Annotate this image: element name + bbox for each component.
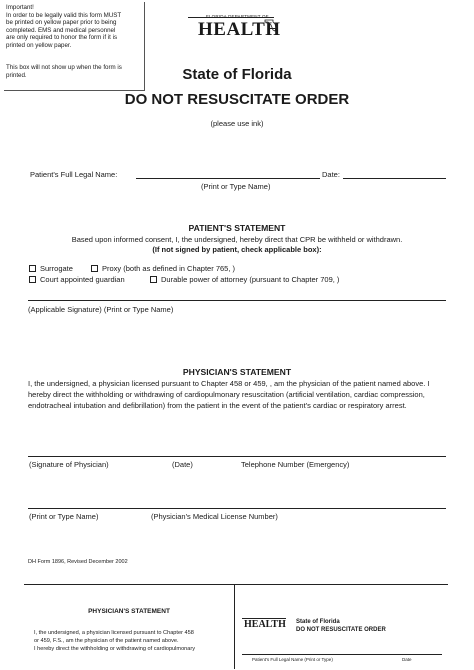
notice-box-note: This box will not show up when the form is printed. <box>6 64 122 79</box>
ink-note: (please use ink) <box>210 119 264 128</box>
wallet-date-caption: Date <box>402 657 412 662</box>
wallet-state-title: State of Florida <box>296 619 340 625</box>
state-title: State of Florida <box>182 66 292 83</box>
poa-checkbox[interactable] <box>150 276 157 283</box>
wallet-logo-word: HEALTH <box>244 619 286 630</box>
physician-print-caption: (Print or Type Name) <box>29 512 99 521</box>
form-title: DO NOT RESUSCITATE ORDER <box>124 91 350 108</box>
emergency-phone-caption: Telephone Number (Emergency) <box>241 460 350 469</box>
wallet-name-field[interactable] <box>242 654 442 655</box>
physician-signature-field[interactable] <box>28 456 446 457</box>
poa-label: Durable power of attorney (pursuant to Chapter 709, ) <box>161 275 340 284</box>
surrogate-checkbox[interactable] <box>29 265 36 272</box>
guardian-checkbox[interactable] <box>29 276 36 283</box>
patient-name-label: Patient's Full Legal Name: <box>30 170 118 179</box>
important-notice: Important! In order to be legally valid this form MUST be printed on yellow paper prior to being completed. EMS and medical personnel are only required to honor the form if it is printed on yellow paper. <box>6 4 122 49</box>
wallet-card-divider <box>234 584 235 669</box>
date-label: Date: <box>322 170 340 179</box>
proxy-option[interactable] <box>91 264 235 273</box>
applicable-signature-field[interactable] <box>28 300 446 301</box>
logo-word: HEALTH <box>198 19 281 40</box>
physician-signature-caption: (Signature of Physician) <box>29 460 109 469</box>
wallet-physician-heading: PHYSICIAN'S STATEMENT <box>88 608 170 615</box>
wallet-physician-text: I, the undersigned, a physician licensed pursuant to Chapter 458 or 459, F.S., am the physician of the patient named above. I hereby direct the withholding or withdrawing of cardiopulmonary <box>34 630 196 652</box>
physician-statement-heading: PHYSICIAN'S STATEMENT <box>182 367 292 377</box>
patient-statement-text: Based upon informed consent, I, the undersigned, hereby direct that CPR be withheld or withdrawn. <box>71 235 403 244</box>
applicable-signature-caption: (Applicable Signature) (Print or Type Name) <box>28 305 174 314</box>
poa-option[interactable] <box>150 275 339 284</box>
surrogate-option[interactable] <box>29 264 73 273</box>
patient-statement-heading: PATIENT'S STATEMENT <box>188 223 286 233</box>
physician-print-field[interactable] <box>28 508 446 509</box>
surrogate-label: Surrogate <box>40 264 73 273</box>
logo-dept-text: FLORIDA DEPARTMENT OF <box>206 14 269 19</box>
wallet-health-logo <box>242 616 288 632</box>
guardian-option[interactable] <box>29 275 125 284</box>
guardian-label: Court appointed guardian <box>40 275 125 284</box>
physician-date-caption: (Date) <box>172 460 193 469</box>
patient-statement-instruction: (If not signed by patient, check applicable box): <box>152 245 322 254</box>
wallet-form-title: DO NOT RESUSCITATE ORDER <box>296 627 386 633</box>
patient-name-field[interactable] <box>136 178 320 179</box>
license-number-caption: (Physician's Medical License Number) <box>151 512 278 521</box>
print-name-caption: (Print or Type Name) <box>201 182 271 191</box>
date-field[interactable] <box>343 178 446 179</box>
health-logo <box>188 14 284 44</box>
physician-statement-text: I, the undersigned, a physician licensed pursuant to Chapter 458 or 459, , am the physician of the patient named above. I hereby direct the withholding or withdrawing of cardiopulmonary resuscitation (artificial ventilation, cardiac compression, endotracheal intubation and defibrillation) from the patient in the event of the patient's cardiac or respiratory arrest. <box>28 379 430 410</box>
proxy-checkbox[interactable] <box>91 265 98 272</box>
proxy-label: Proxy (both as defined in Chapter 765, ) <box>102 264 235 273</box>
form-identifier: DH Form 1896, Revised December 2002 <box>28 559 128 565</box>
wallet-name-caption: Patient's Full Legal Name (Print or Type) <box>252 657 333 662</box>
florida-map-icon <box>264 18 278 32</box>
